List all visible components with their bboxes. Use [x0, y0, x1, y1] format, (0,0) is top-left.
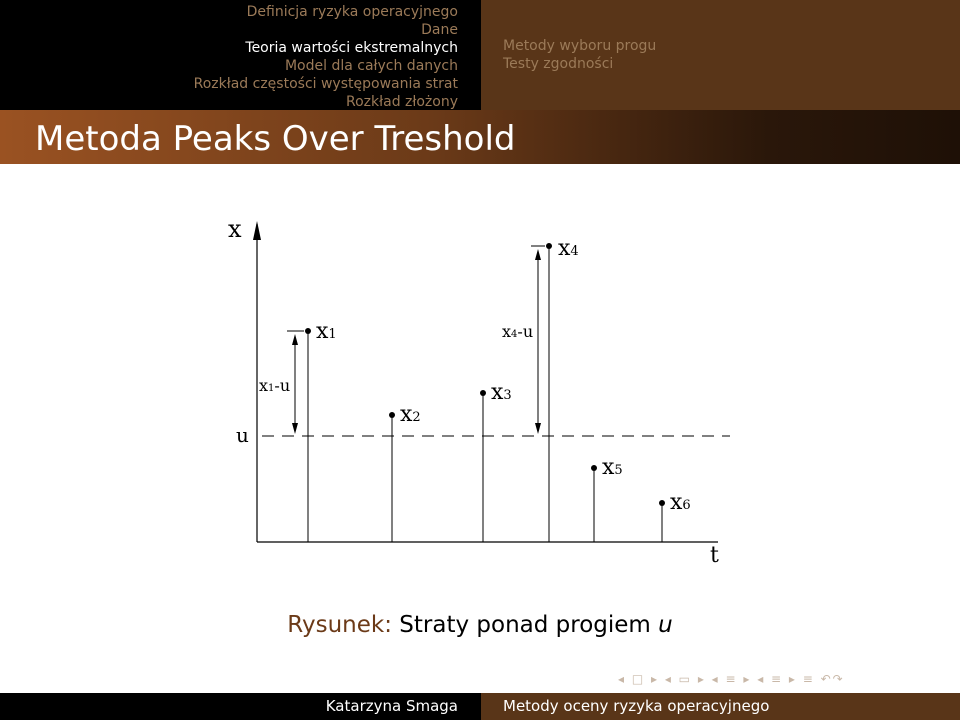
- nav-item-teoria[interactable]: Teoria wartości ekstremalnych: [245, 40, 458, 56]
- label-x5: x5: [602, 455, 623, 480]
- label-x4-u: x4-u: [502, 322, 534, 341]
- figure-caption: [0, 612, 960, 638]
- nav-item-metody-wyboru[interactable]: Metody wyboru progu: [503, 38, 657, 54]
- y-axis-label: x: [228, 215, 242, 243]
- loss-point-x5: [591, 465, 597, 471]
- beamer-navigation-symbols[interactable]: ◂ □ ▸ ◂ ▭ ▸ ◂ ≡ ▸ ◂ ≡ ▸ ≡ ↶↷: [618, 672, 845, 686]
- excess-arrow-x1-head-up: [292, 334, 298, 345]
- x-axis-label: t: [710, 543, 719, 568]
- header-navigation: [0, 0, 960, 110]
- footer: [0, 693, 960, 720]
- threshold-label: u: [236, 423, 249, 447]
- subsection-navigation: [481, 0, 960, 110]
- footer-author: Katarzyna Smaga: [0, 693, 481, 720]
- loss-point-x2: [389, 412, 395, 418]
- caption-text: Straty ponad progiem: [399, 612, 651, 638]
- label-x1: x1: [316, 319, 337, 344]
- frame-title-bar: [0, 110, 960, 164]
- nav-item-rozklad-zlozony[interactable]: Rozkład złożony: [346, 94, 458, 110]
- frame-title: Metoda Peaks Over Treshold: [35, 119, 516, 159]
- nav-item-model[interactable]: Model dla całych danych: [284, 58, 458, 74]
- loss-point-x1: [305, 328, 311, 334]
- caption-variable: u: [658, 612, 673, 638]
- nav-item-rozklad-czestosci[interactable]: Rozkład częstości występowania strat: [193, 76, 458, 92]
- excess-arrow-x4-head-up: [535, 249, 541, 260]
- label-x3: x3: [491, 380, 512, 405]
- pot-diagram-svg: [0, 164, 960, 604]
- caption-prefix: Rysunek:: [287, 612, 392, 638]
- loss-point-x4: [546, 243, 552, 249]
- nav-item-dane[interactable]: Dane: [421, 22, 458, 38]
- pot-diagram: [0, 164, 960, 604]
- y-axis-arrow: [253, 221, 261, 240]
- nav-item-testy[interactable]: Testy zgodności: [503, 56, 614, 72]
- nav-item-definicja[interactable]: Definicja ryzyka operacyjnego: [246, 4, 458, 20]
- section-navigation: [0, 0, 481, 110]
- label-x2: x2: [400, 402, 421, 427]
- label-x1-u: x1-u: [259, 376, 291, 395]
- excess-arrow-x4-head-down: [535, 423, 541, 434]
- loss-point-x6: [659, 500, 665, 506]
- loss-point-x3: [480, 390, 486, 396]
- footer-title: Metody oceny ryzyka operacyjnego: [481, 693, 960, 720]
- label-x4: x4: [558, 236, 579, 261]
- label-x6: x6: [670, 490, 691, 515]
- excess-arrow-x1-head-down: [292, 423, 298, 434]
